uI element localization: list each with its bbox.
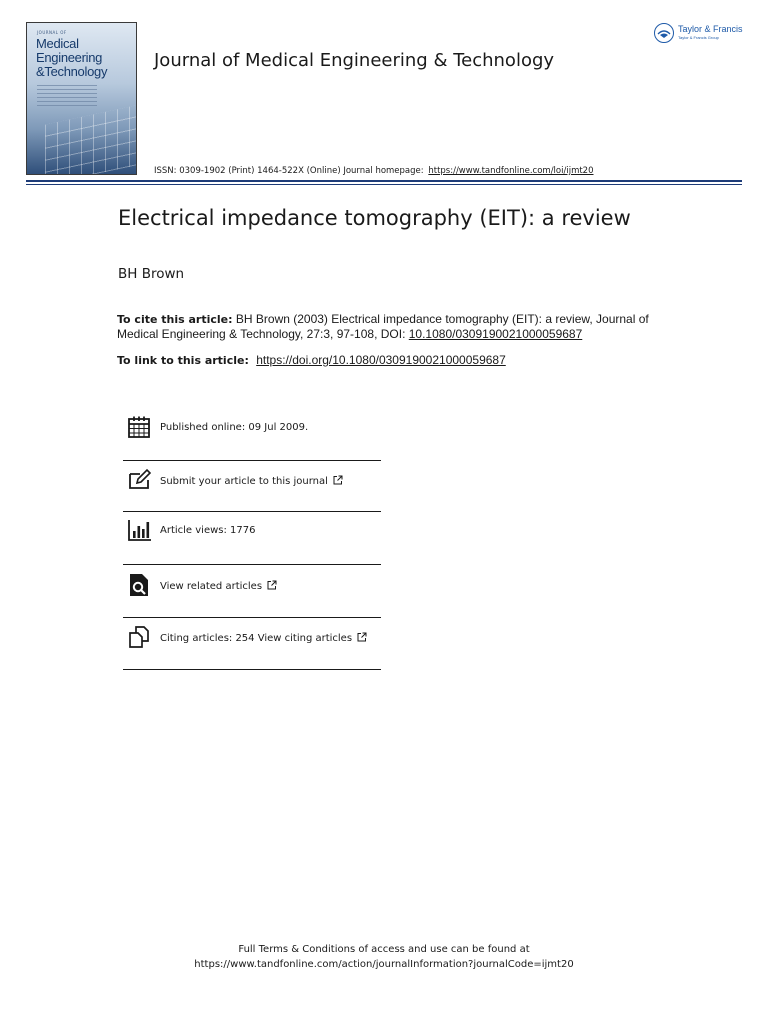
cover-title-line-3: &Technology bbox=[36, 64, 108, 79]
submit-article-item[interactable] bbox=[123, 468, 381, 498]
citing-documents-icon bbox=[127, 625, 151, 649]
cover-title-line-2: Engineering bbox=[36, 50, 103, 65]
cover-journal-of: JOURNAL OF bbox=[37, 30, 67, 35]
publisher-name: Taylor & Francis bbox=[678, 24, 743, 34]
journal-cover bbox=[26, 22, 137, 175]
divider bbox=[123, 669, 381, 670]
citing-articles-link[interactable] bbox=[160, 632, 367, 644]
cite-doi-link[interactable]: 10.1080/0309190021000059687 bbox=[408, 327, 583, 341]
cite-text: BH Brown (2003) Electrical impedance tomography (EIT): a review, Journal of Medical Engineering & Technology, 27:3, 97-108, DOI: bbox=[117, 312, 649, 341]
article-views: Article views: 1776 bbox=[160, 525, 256, 536]
issn-line bbox=[154, 166, 594, 176]
related-articles-item[interactable] bbox=[123, 573, 381, 603]
journal-title: Journal of Medical Engineering & Technology bbox=[154, 50, 555, 71]
issn-text: ISSN: 0309-1902 (Print) 1464-522X (Online) Journal homepage: bbox=[154, 166, 424, 176]
cover-blurb bbox=[37, 85, 97, 107]
publisher-group: Taylor & Francis Group bbox=[678, 35, 719, 40]
publisher-logo[interactable] bbox=[654, 22, 750, 46]
header-rule bbox=[26, 180, 742, 182]
article-views-item bbox=[123, 518, 381, 548]
citation bbox=[117, 312, 677, 342]
link-label: To link to this article: bbox=[117, 354, 249, 367]
citing-articles-item[interactable] bbox=[123, 625, 381, 655]
document-search-icon bbox=[127, 573, 151, 597]
header-rule-thin bbox=[26, 184, 742, 185]
published-date: Published online: 09 Jul 2009. bbox=[160, 422, 309, 433]
related-articles-link[interactable] bbox=[160, 580, 277, 592]
cite-label: To cite this article: bbox=[117, 313, 233, 326]
submit-article-label: Submit your article to this journal bbox=[160, 476, 328, 487]
footer bbox=[0, 942, 768, 972]
article-title: Electrical impedance tomography (EIT): a review bbox=[118, 206, 631, 230]
cover-title-line-1: Medical bbox=[36, 36, 79, 51]
article-doi-link[interactable]: https://doi.org/10.1080/0309190021000059687 bbox=[256, 353, 506, 367]
edit-icon bbox=[127, 468, 151, 492]
footer-terms-link[interactable]: https://www.tandfonline.com/action/journalInformation?journalCode=ijmt20 bbox=[194, 959, 574, 970]
external-link-icon bbox=[267, 580, 277, 590]
article-link-line bbox=[117, 353, 506, 367]
article-author: BH Brown bbox=[118, 266, 185, 282]
divider bbox=[123, 564, 381, 565]
bar-chart-icon bbox=[127, 518, 151, 542]
related-articles-label: View related articles bbox=[160, 581, 263, 592]
published-item bbox=[123, 415, 381, 445]
external-link-icon bbox=[333, 475, 343, 485]
footer-terms-text: Full Terms & Conditions of access and use can be found at bbox=[238, 944, 530, 955]
journal-homepage-link[interactable]: https://www.tandfonline.com/loi/ijmt20 bbox=[428, 166, 594, 176]
cover-grid-graphic bbox=[45, 105, 137, 175]
citing-articles-label: Citing articles: 254 View citing articles bbox=[160, 633, 353, 644]
submit-article-link[interactable] bbox=[160, 475, 343, 487]
calendar-icon bbox=[127, 415, 151, 439]
divider bbox=[123, 617, 381, 618]
external-link-icon bbox=[357, 632, 367, 642]
divider bbox=[123, 460, 381, 461]
divider bbox=[123, 511, 381, 512]
publisher-logo-icon bbox=[654, 23, 674, 43]
